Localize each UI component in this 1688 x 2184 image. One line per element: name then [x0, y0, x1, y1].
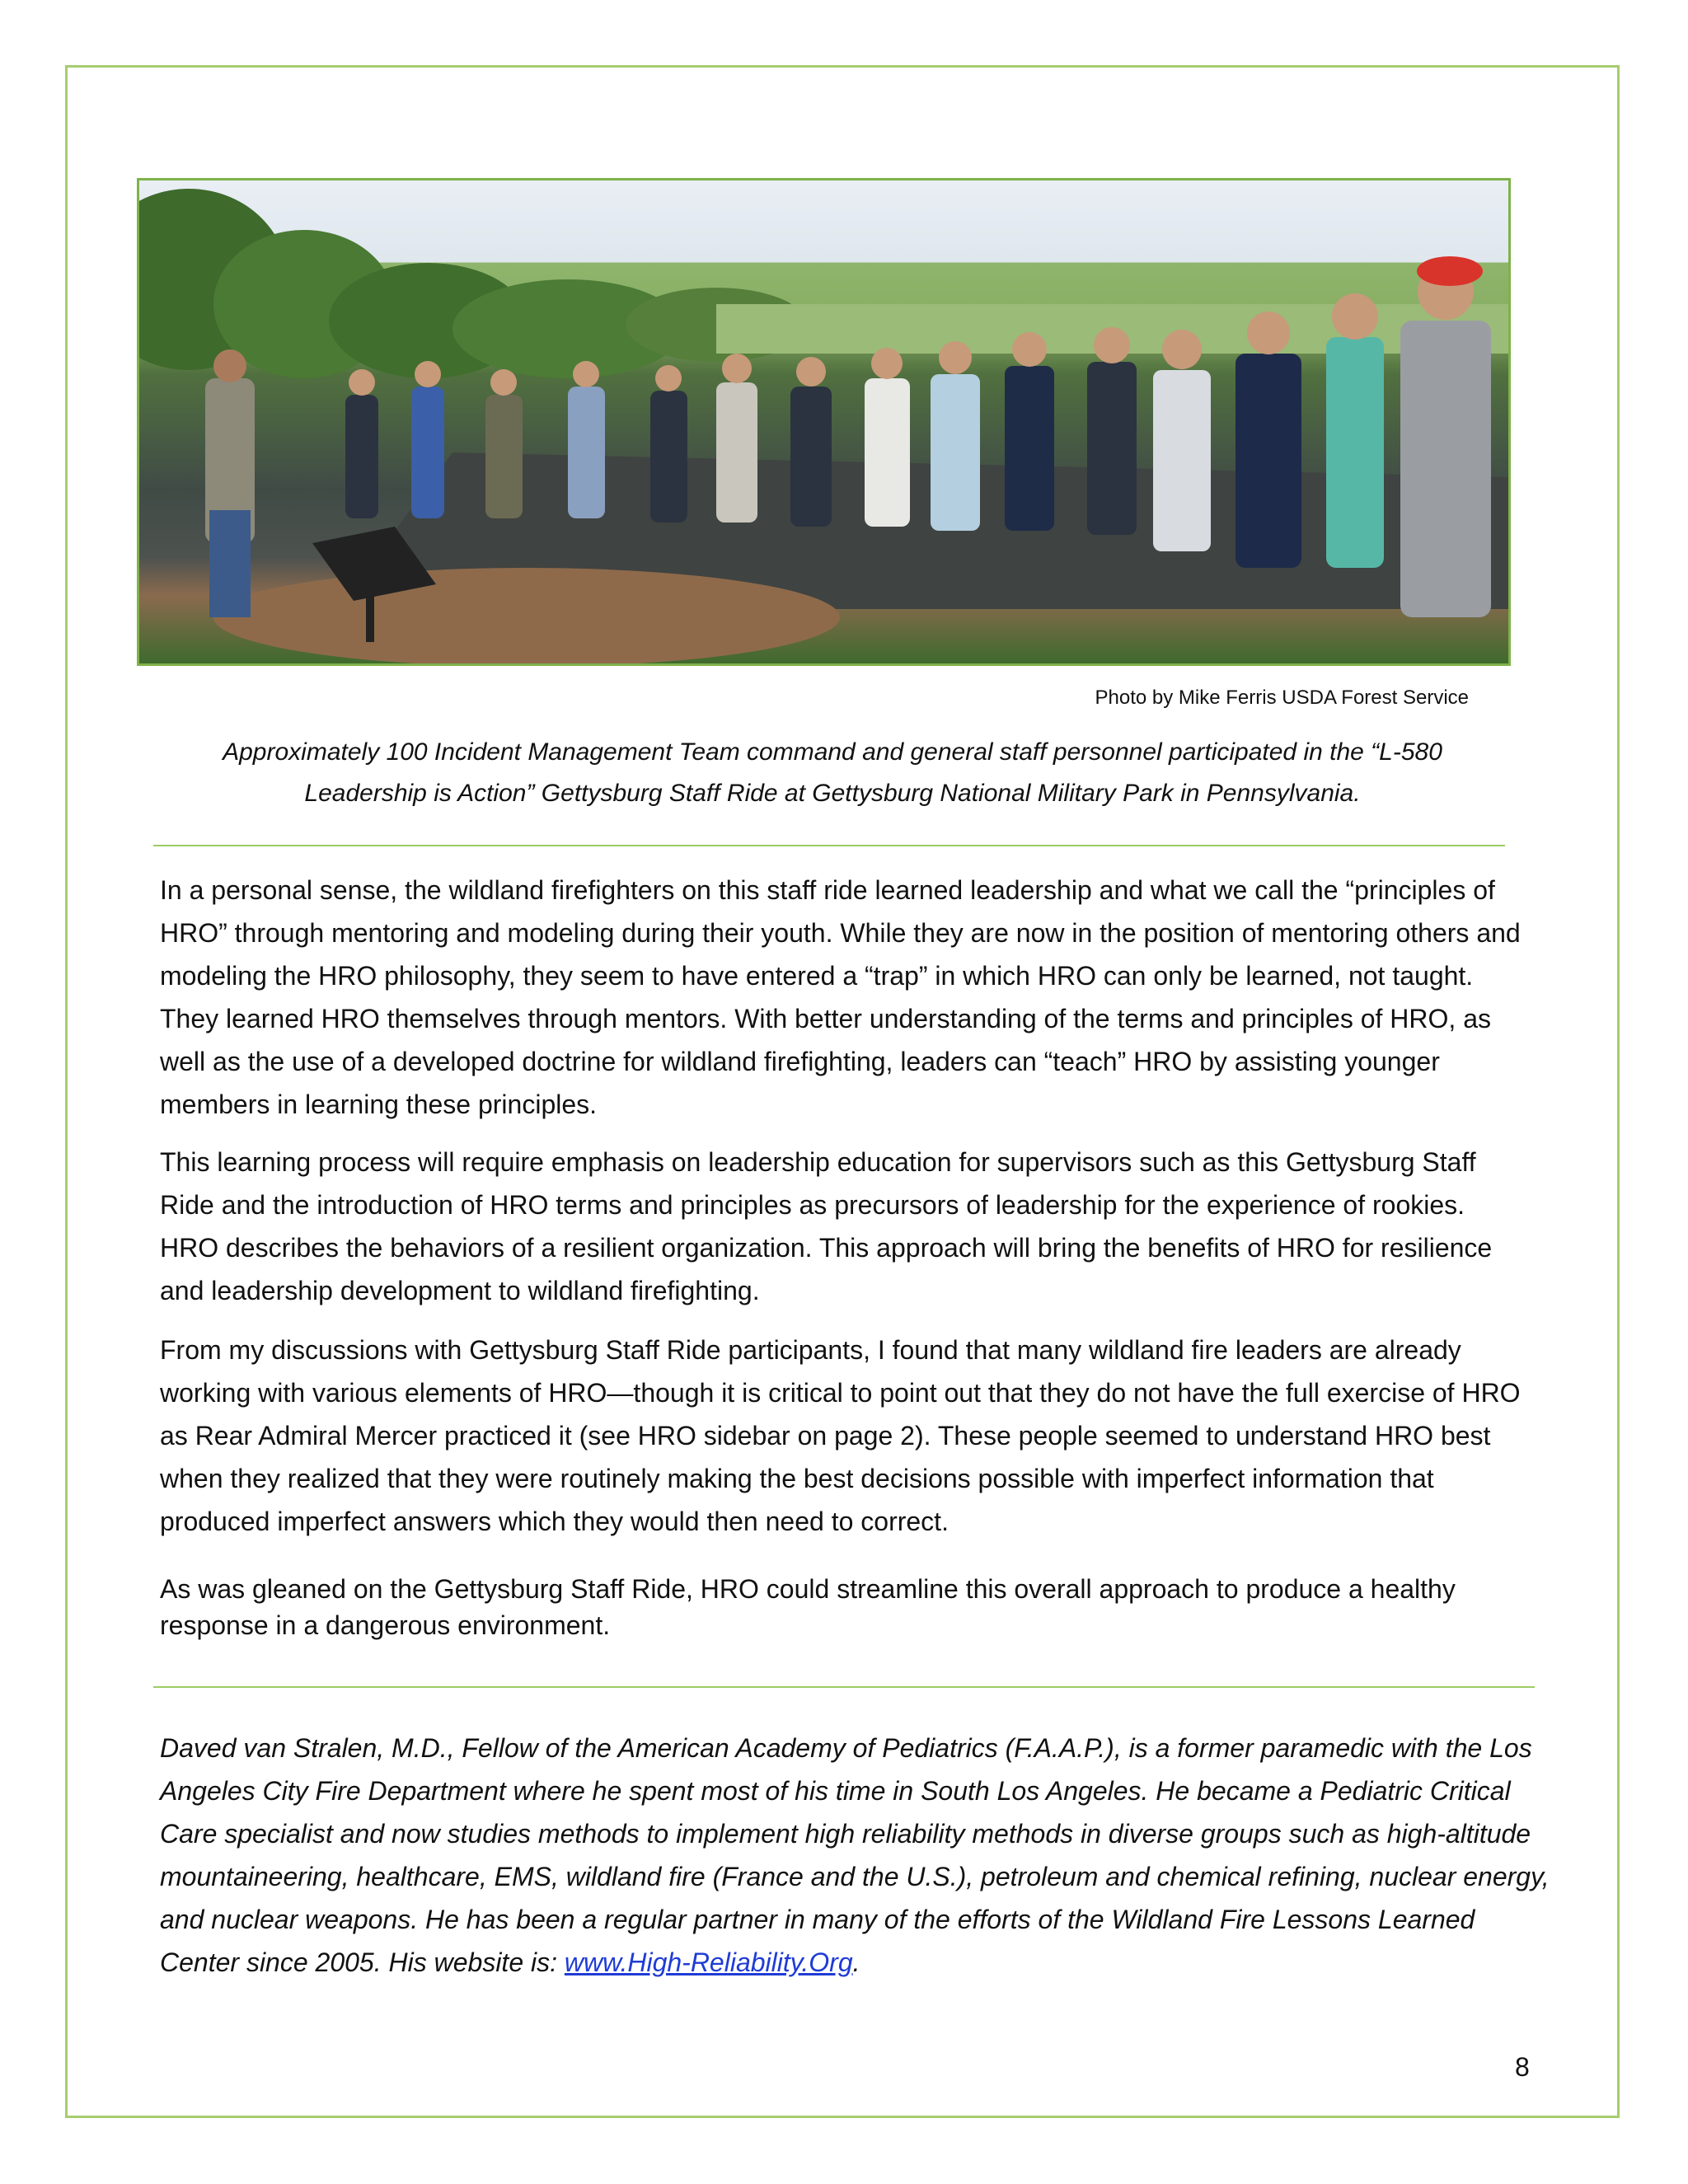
photo-illustration	[139, 180, 1508, 663]
paragraph-1: In a personal sense, the wildland firefighters on this staff ride learned leadership and what we call the “principles of HRO” through mentoring and modeling during their youth. While they are now in the position of mentoring others and modeling the HRO philosophy, they seem to have entered a “trap” in which HRO can only be learned, not taught. They learned HRO themselves through mentors. With better understanding of the terms and principles of HRO, as well as the use of a developed doctrine for wildland firefighting, leaders can “teach” HRO by assisting younger members in learning these principles.	[160, 875, 1521, 1119]
page-number: 8	[1515, 2052, 1530, 2082]
author-bio	[160, 1727, 1553, 1984]
photo-credit: Photo by Mike Ferris USDA Forest Service	[1095, 687, 1469, 709]
photo-caption: Approximately 100 Incident Management Team command and general staff personnel participated in the “L-580 Leadership is Action” Gettysburg Staff Ride at Gettysburg National Military Park in Pennsylvania.	[223, 738, 1442, 807]
staff-ride-photo	[137, 178, 1511, 666]
divider-bottom	[153, 1686, 1535, 1688]
bio-trailing: .	[852, 1947, 860, 1977]
website-link[interactable]: www.High-Reliability.Org	[564, 1947, 853, 1977]
paragraph-4: As was gleaned on the Gettysburg Staff Ride, HRO could streamline this overall approach to produce a healthy response in a dangerous environment.	[160, 1574, 1456, 1640]
paragraph-2: This learning process will require emphasis on leadership education for supervisors such as this Gettysburg Staff Ride and the introduction of HRO terms and principles as precursors of leadership for the experience of rookies. HRO describes the behaviors of a resilient organization. This approach will bring the benefits of HRO for resilience and leadership development to wildland firefighting.	[160, 1147, 1493, 1305]
bio-text: Daved van Stralen, M.D., Fellow of the American Academy of Pediatrics (F.A.A.P.), is a former paramedic with the Los Angeles City Fire Department where he spent most of his time in South Los Angeles. He became a Pediatric Critical Care specialist and now studies methods to implement high reliability methods in diverse groups such as high-altitude mountaineering, healthcare, EMS, wildland fire (France and the U.S.), petroleum and chemical refining, nuclear energy, and nuclear weapons. He has been a regular partner in many of the efforts of the Wildland Fire Lessons Learned Center since 2005. His website is:	[160, 1733, 1550, 1977]
paragraph-3: From my discussions with Gettysburg Staff Ride participants, I found that many wildland fire leaders are already working with various elements of HRO—though it is critical to point out that they do not have the full exercise of HRO as Rear Admiral Mercer practiced it (see HRO sidebar on page 2). These people seemed to understand HRO best when they realized that they were routinely making the best decisions possible with imperfect information that produced imperfect answers which they would then need to correct.	[160, 1335, 1521, 1536]
divider-top	[153, 845, 1505, 846]
